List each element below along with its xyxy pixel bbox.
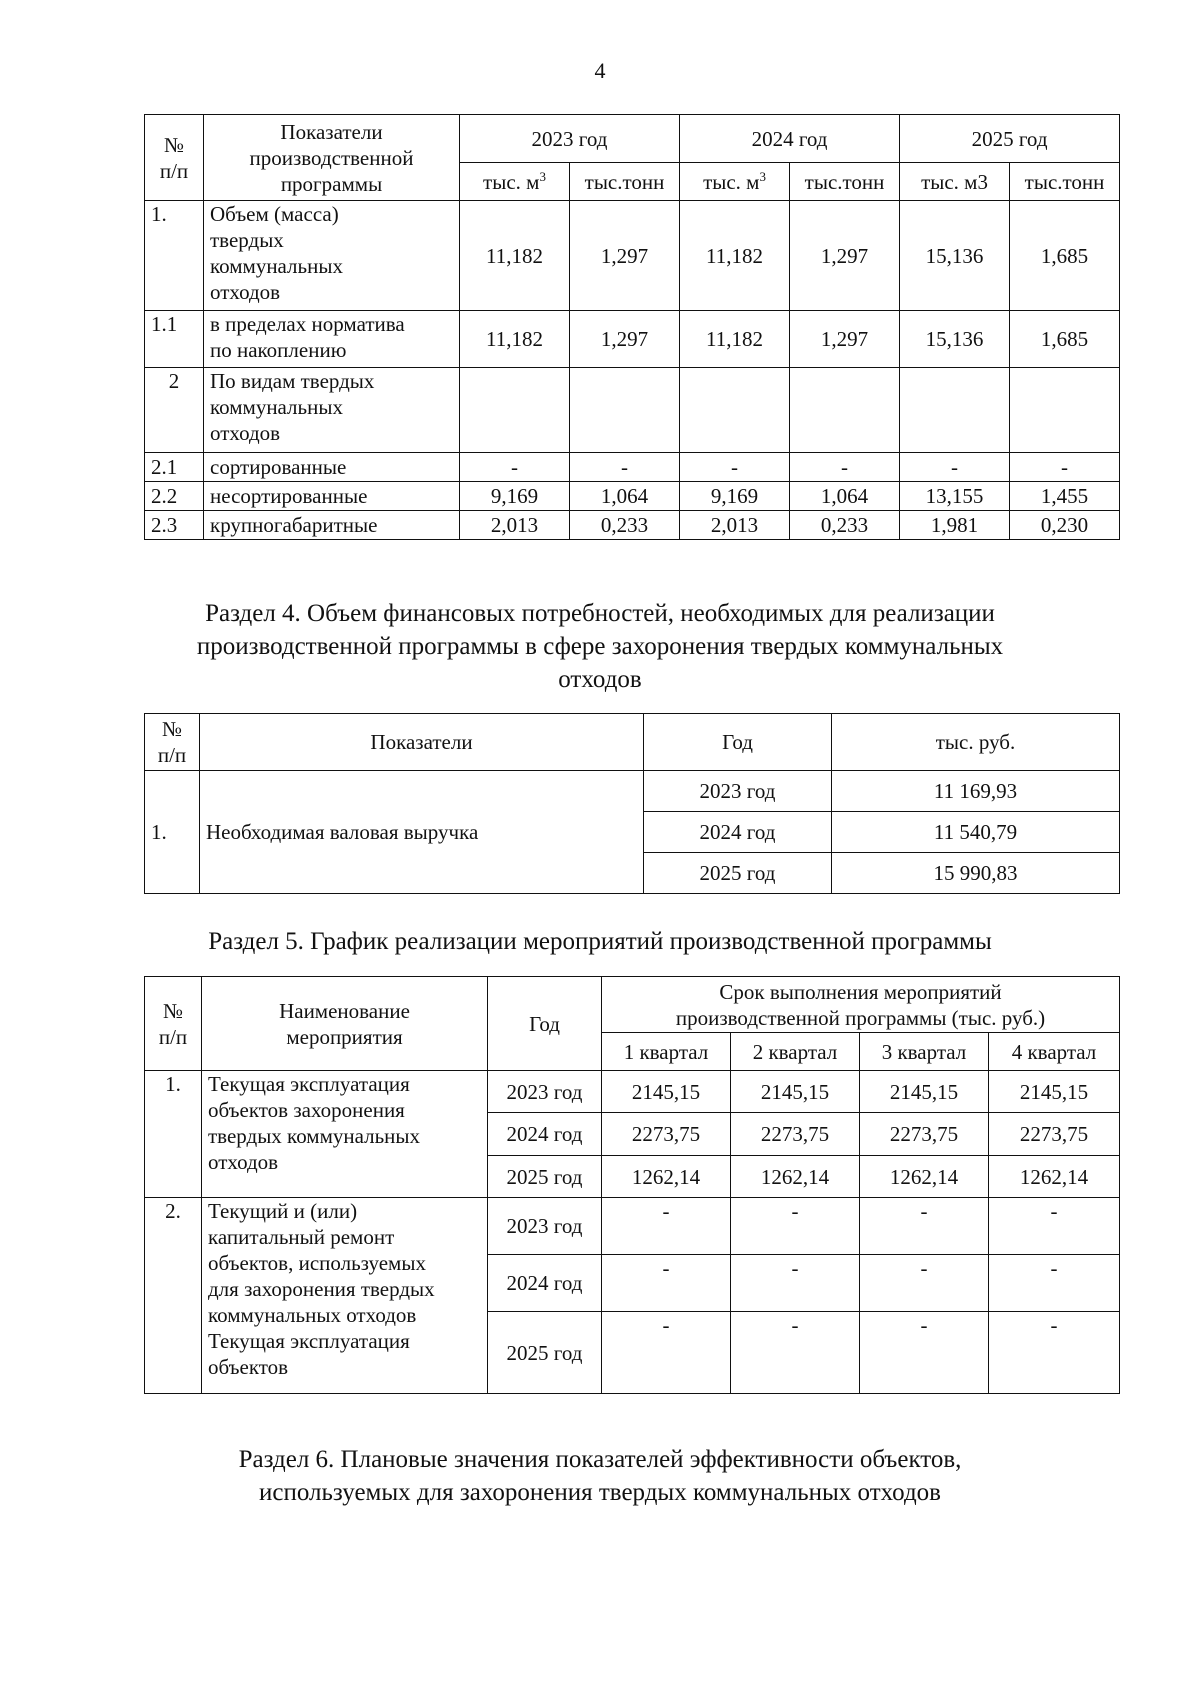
cell-value: 1,685: [1010, 311, 1120, 368]
year-header-2025: 2025 год: [900, 115, 1120, 163]
year-cell: 2025 год: [488, 1312, 602, 1394]
cell-value: 2,013: [460, 511, 570, 540]
quarter-header: 4 квартал: [989, 1033, 1120, 1071]
unit-header: тыс.тонн: [570, 163, 680, 201]
row-number: 2: [145, 368, 204, 453]
page-number: 4: [594, 58, 606, 83]
cell-value: 2273,75: [989, 1113, 1120, 1156]
cell-value: -: [989, 1198, 1120, 1255]
cell-value: 1,981: [900, 511, 1010, 540]
table-row: [145, 511, 1120, 540]
cell-value: 15 990,83: [832, 853, 1120, 894]
row-number: 2.1: [145, 453, 204, 482]
schedule-table: [144, 976, 1120, 1394]
cell-value: -: [989, 1312, 1120, 1394]
term-header: Срок выполнения мероприятий производственной программы (тыс. руб.): [602, 977, 1120, 1033]
row-number: 1.: [145, 771, 200, 894]
cell-value: [680, 368, 790, 453]
cell-value: [1010, 368, 1120, 453]
quarter-header: 1 квартал: [602, 1033, 731, 1071]
row-number: 1.: [145, 201, 204, 311]
cell-value: -: [602, 1198, 731, 1255]
row-name: Текущий и (или) капитальный ремонт объектов, используемых для захоронения твердых коммунальных отходов Текущая эксплуатация объектов: [202, 1198, 488, 1394]
row-name: Необходимая валовая выручка: [200, 771, 644, 894]
cell-value: -: [860, 1198, 989, 1255]
cell-value: [570, 368, 680, 453]
cell-value: -: [570, 453, 680, 482]
unit-header: тыс. $м^3$: [680, 163, 790, 201]
unit-header: тыс.тонн: [1010, 163, 1120, 201]
cell-value: 2273,75: [731, 1113, 860, 1156]
cell-value: 2145,15: [989, 1071, 1120, 1113]
year-header: Год: [488, 977, 602, 1071]
cell-value: 0,233: [570, 511, 680, 540]
row-name: в пределах норматива по накоплению: [204, 311, 460, 368]
cell-value: 2145,15: [602, 1071, 731, 1113]
cell-value: 9,169: [460, 482, 570, 511]
cell-value: 11,182: [680, 201, 790, 311]
indicator-header: Показатели производственной программы: [204, 115, 460, 201]
financial-needs-table: [144, 713, 1120, 894]
row-name: Текущая эксплуатация объектов захоронения твердых коммунальных отходов: [202, 1071, 488, 1198]
num-header: № п/п: [145, 977, 202, 1071]
row-name: крупногабаритные: [204, 511, 460, 540]
cell-value: 1262,14: [602, 1156, 731, 1198]
cell-value: 1,455: [1010, 482, 1120, 511]
cell-value: 2273,75: [602, 1113, 731, 1156]
table-row: [145, 1198, 1120, 1255]
year-cell: 2025 год: [644, 853, 832, 894]
table-row: [145, 771, 1120, 812]
row-name: несортированные: [204, 482, 460, 511]
section-6-heading: Раздел 6. Плановые значения показателей эффективности объектов, используемых для захоронения твердых коммунальных отходов: [238, 1446, 962, 1506]
cell-value: 13,155: [900, 482, 1010, 511]
cell-value: -: [731, 1255, 860, 1312]
cell-value: 1262,14: [989, 1156, 1120, 1198]
cell-value: 11,182: [680, 311, 790, 368]
unit-header: тыс. $м^3$: [460, 163, 570, 201]
year-header-2023: 2023 год: [460, 115, 680, 163]
cell-value: 1,297: [790, 201, 900, 311]
cell-value: 1,297: [790, 311, 900, 368]
table-row: [145, 482, 1120, 511]
cell-value: 1,064: [790, 482, 900, 511]
row-number: 2.: [145, 1198, 202, 1394]
table-row: [145, 1071, 1120, 1113]
year-header: Год: [644, 714, 832, 771]
cell-value: 1,064: [570, 482, 680, 511]
row-number: 1.1: [145, 311, 204, 368]
year-cell: 2023 год: [488, 1198, 602, 1255]
cell-value: 1,685: [1010, 201, 1120, 311]
cell-value: 0,230: [1010, 511, 1120, 540]
cell-value: 2273,75: [860, 1113, 989, 1156]
year-cell: 2024 год: [488, 1255, 602, 1312]
table-row: [145, 311, 1120, 368]
cell-value: -: [731, 1312, 860, 1394]
year-header-2024: 2024 год: [680, 115, 900, 163]
cell-value: -: [602, 1312, 731, 1394]
cell-value: 1,297: [570, 311, 680, 368]
cell-value: 2,013: [680, 511, 790, 540]
cell-value: -: [790, 453, 900, 482]
cell-value: [460, 368, 570, 453]
cell-value: [900, 368, 1010, 453]
cell-value: 15,136: [900, 311, 1010, 368]
cell-value: 11 169,93: [832, 771, 1120, 812]
cell-value: 2145,15: [731, 1071, 860, 1113]
cell-value: -: [860, 1312, 989, 1394]
cell-value: -: [1010, 453, 1120, 482]
cell-value: 9,169: [680, 482, 790, 511]
cell-value: -: [989, 1255, 1120, 1312]
name-header: Наименование мероприятия: [202, 977, 488, 1071]
cell-value: -: [900, 453, 1010, 482]
row-number: 2.2: [145, 482, 204, 511]
row-number: 1.: [145, 1071, 202, 1198]
year-cell: 2024 год: [488, 1113, 602, 1156]
year-cell: 2023 год: [644, 771, 832, 812]
section-4-heading: Раздел 4. Объем финансовых потребностей, необходимых для реализации производственной программы в сфере захоронения твердых коммунальных отходов: [196, 600, 1004, 693]
cell-value: 2145,15: [860, 1071, 989, 1113]
cell-value: 1262,14: [731, 1156, 860, 1198]
unit-header: тыс. м3: [900, 163, 1010, 201]
cell-value: 1,297: [570, 201, 680, 311]
cell-value: 15,136: [900, 201, 1010, 311]
cell-value: 11,182: [460, 311, 570, 368]
year-cell: 2023 год: [488, 1071, 602, 1113]
num-header: № п/п: [145, 115, 204, 201]
table-row: [145, 201, 1120, 311]
row-number: 2.3: [145, 511, 204, 540]
unit-header: тыс.тонн: [790, 163, 900, 201]
year-cell: 2025 год: [488, 1156, 602, 1198]
cell-value: -: [460, 453, 570, 482]
cell-value: [790, 368, 900, 453]
cell-value: 1262,14: [860, 1156, 989, 1198]
cell-value: -: [731, 1198, 860, 1255]
cell-value: -: [602, 1255, 731, 1312]
production-volume-table: [144, 114, 1120, 540]
table-row: [145, 453, 1120, 482]
row-name: Объем (масса) твердых коммунальных отходов: [204, 201, 460, 311]
quarter-header: 3 квартал: [860, 1033, 989, 1071]
cell-value: 11 540,79: [832, 812, 1120, 853]
cell-value: -: [680, 453, 790, 482]
cell-value: 11,182: [460, 201, 570, 311]
section-5-heading: Раздел 5. График реализации мероприятий производственной программы: [208, 928, 992, 955]
row-name: По видам твердых коммунальных отходов: [204, 368, 460, 453]
year-cell: 2024 год: [644, 812, 832, 853]
quarter-header: 2 квартал: [731, 1033, 860, 1071]
value-header: тыс. руб.: [832, 714, 1120, 771]
cell-value: 0,233: [790, 511, 900, 540]
num-header: № п/п: [145, 714, 200, 771]
row-name: сортированные: [204, 453, 460, 482]
indicator-header: Показатели: [200, 714, 644, 771]
table-row: [145, 368, 1120, 453]
cell-value: -: [860, 1255, 989, 1312]
